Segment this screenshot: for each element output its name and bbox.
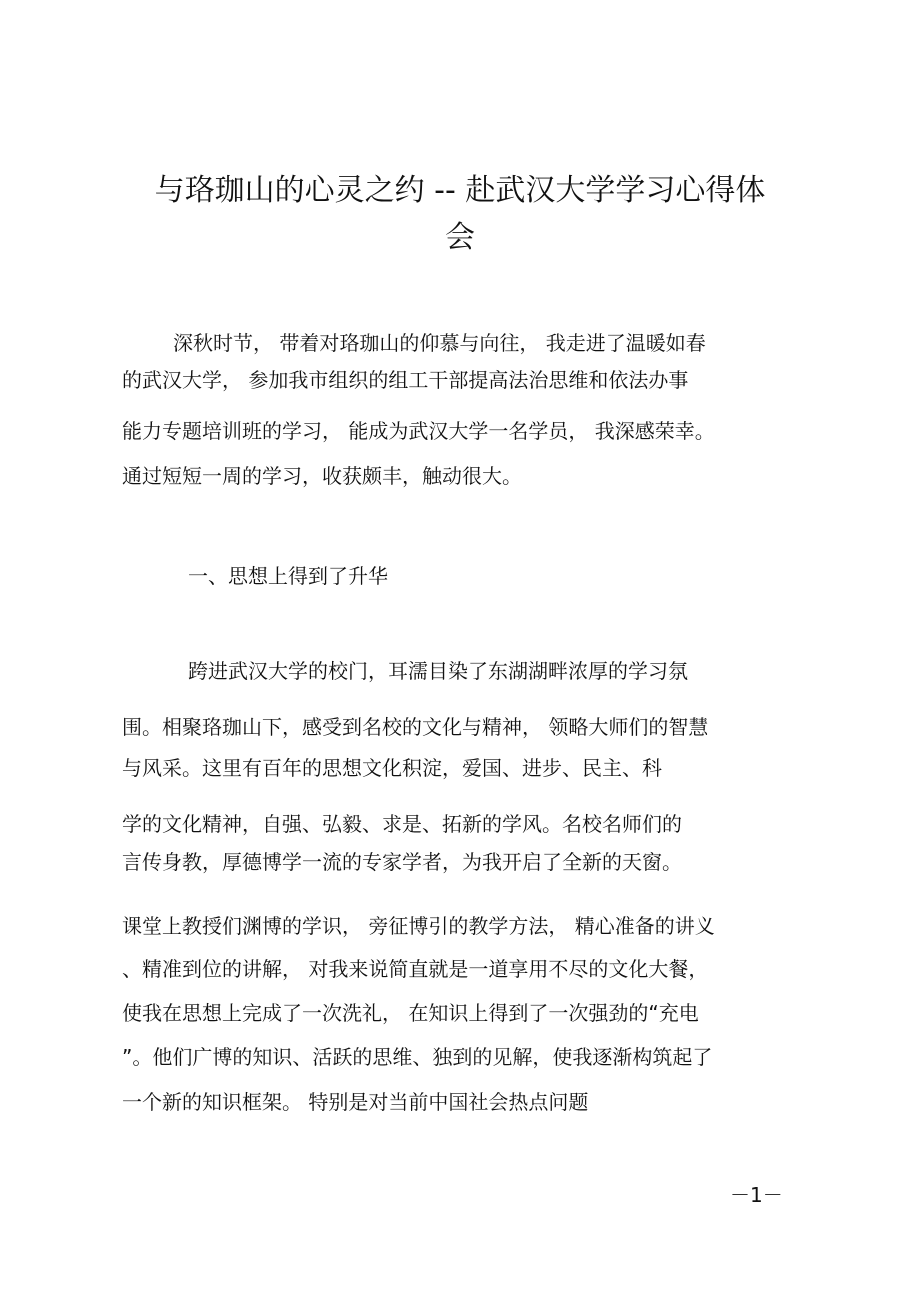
- body-line-3: 与风采。这里有百年的思想文化积淀，爱国、进步、民主、科: [122, 756, 662, 780]
- body-line-10: 一个新的知识框架。 特别是对当前中国社会热点问题: [122, 1090, 589, 1114]
- intro-line-2: 的武汉大学， 参加我市组织的组工干部提高法治思维和依法办事: [122, 368, 689, 392]
- body-line-9: ”。他们广博的知识、活跃的思维、独到的见解，使我逐渐构筑起了: [122, 1045, 713, 1069]
- body-line-6: 课堂上教授们渊博的学识， 旁征博引的教学方法， 精心准备的讲义: [122, 914, 715, 938]
- intro-line-4: 通过短短一周的学习，收获颇丰，触动很大。: [122, 464, 522, 488]
- body-line-7: 、精准到位的讲解， 对我来说简直就是一道享用不尽的文化大餐，: [122, 957, 709, 981]
- body-line-1: 跨进武汉大学的校门，耳濡目染了东湖湖畔浓厚的学习氛: [188, 659, 688, 683]
- body-line-8: 使我在思想上完成了一次洗礼， 在知识上得到了一次强劲的“充电: [122, 1001, 699, 1025]
- page-number: －1－: [730, 1183, 783, 1207]
- body-line-4: 学的文化精神，自强、弘毅、求是、拓新的学风。名校名师们的: [122, 812, 682, 836]
- body-line-5: 言传身教，厚德博学一流的专家学者，为我开启了全新的天窗。: [122, 850, 682, 874]
- document-title-line-2: 会: [445, 220, 475, 255]
- intro-line-3: 能力专题培训班的学习， 能成为武汉大学一名学员， 我深感荣幸。: [122, 419, 715, 443]
- section-heading: 一、思想上得到了升华: [188, 564, 388, 588]
- body-line-2: 围。相聚珞珈山下，感受到名校的文化与精神， 领略大师们的智慧: [122, 715, 709, 739]
- intro-line-1: 深秋时节， 带着对珞珈山的仰慕与向往， 我走进了温暖如春: [173, 331, 706, 355]
- document-title-line-1: 与珞珈山的心灵之约 -- 赴武汉大学学习心得体: [154, 173, 766, 208]
